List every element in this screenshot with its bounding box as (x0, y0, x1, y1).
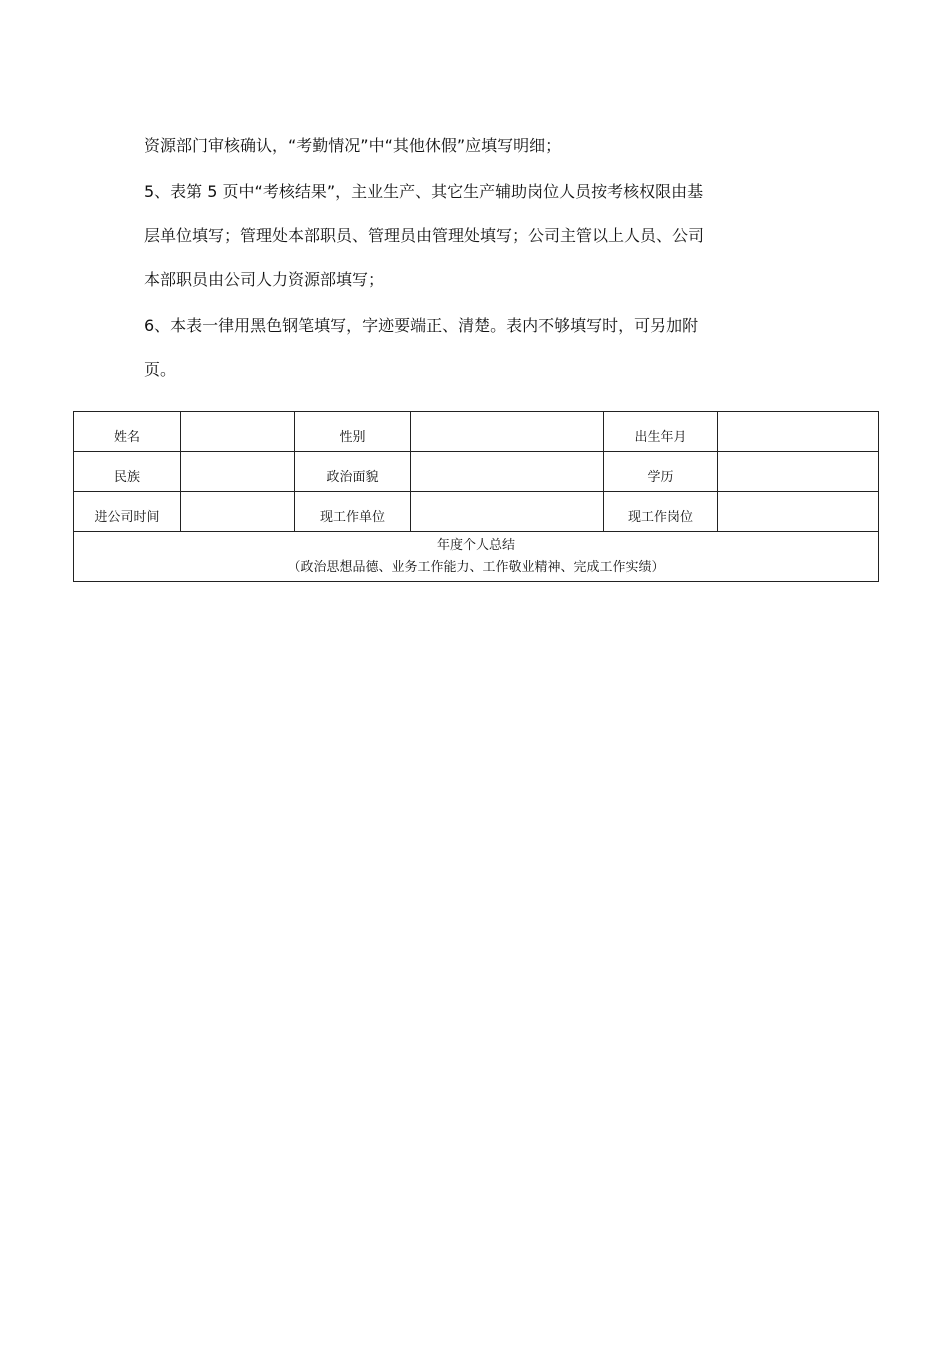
table-row (74, 452, 879, 492)
birth-date-field[interactable] (718, 412, 879, 452)
ethnicity-label: 民族 (74, 452, 181, 492)
personal-info-form (73, 411, 879, 582)
table-row (74, 492, 879, 532)
gender-field[interactable] (411, 412, 604, 452)
annual-summary-cell[interactable] (74, 532, 879, 582)
birth-date-label: 出生年月 (604, 412, 718, 452)
join-date-field[interactable] (181, 492, 295, 532)
summary-title: 年度个人总结 (436, 537, 515, 553)
political-status-field[interactable] (411, 452, 604, 492)
gender-label: 性别 (295, 412, 411, 452)
instruction-line: 本部职员由公司人力资源部填写； (144, 270, 385, 289)
table-row (74, 532, 879, 582)
table-row (74, 412, 879, 452)
current-position-label: 现工作岗位 (604, 492, 718, 532)
instruction-line: 层单位填写；管理处本部职员、管理员由管理处填写；公司主管以上人员、公司 (144, 226, 705, 245)
instruction-line: 5、表第 5 页中“考核结果”，主业生产、其它生产辅助岗位人员按考核权限由基 (144, 182, 704, 201)
name-field[interactable] (181, 412, 295, 452)
education-field[interactable] (718, 452, 879, 492)
current-position-field[interactable] (718, 492, 879, 532)
summary-subtitle: （政治思想品德、业务工作能力、工作敬业精神、完成工作实绩） (287, 559, 665, 575)
current-unit-label: 现工作单位 (295, 492, 411, 532)
instruction-line: 页。 (144, 360, 177, 379)
current-unit-field[interactable] (411, 492, 604, 532)
political-status-label: 政治面貌 (295, 452, 411, 492)
ethnicity-field[interactable] (181, 452, 295, 492)
join-date-label: 进公司时间 (74, 492, 181, 532)
instruction-line: 6、本表一律用黑色钢笔填写，字迹要端正、清楚。表内不够填写时，可另加附 (144, 316, 699, 335)
education-label: 学历 (604, 452, 718, 492)
instruction-line: 资源部门审核确认，“考勤情况”中“其他休假”应填写明细； (144, 136, 562, 155)
name-label: 姓名 (74, 412, 181, 452)
